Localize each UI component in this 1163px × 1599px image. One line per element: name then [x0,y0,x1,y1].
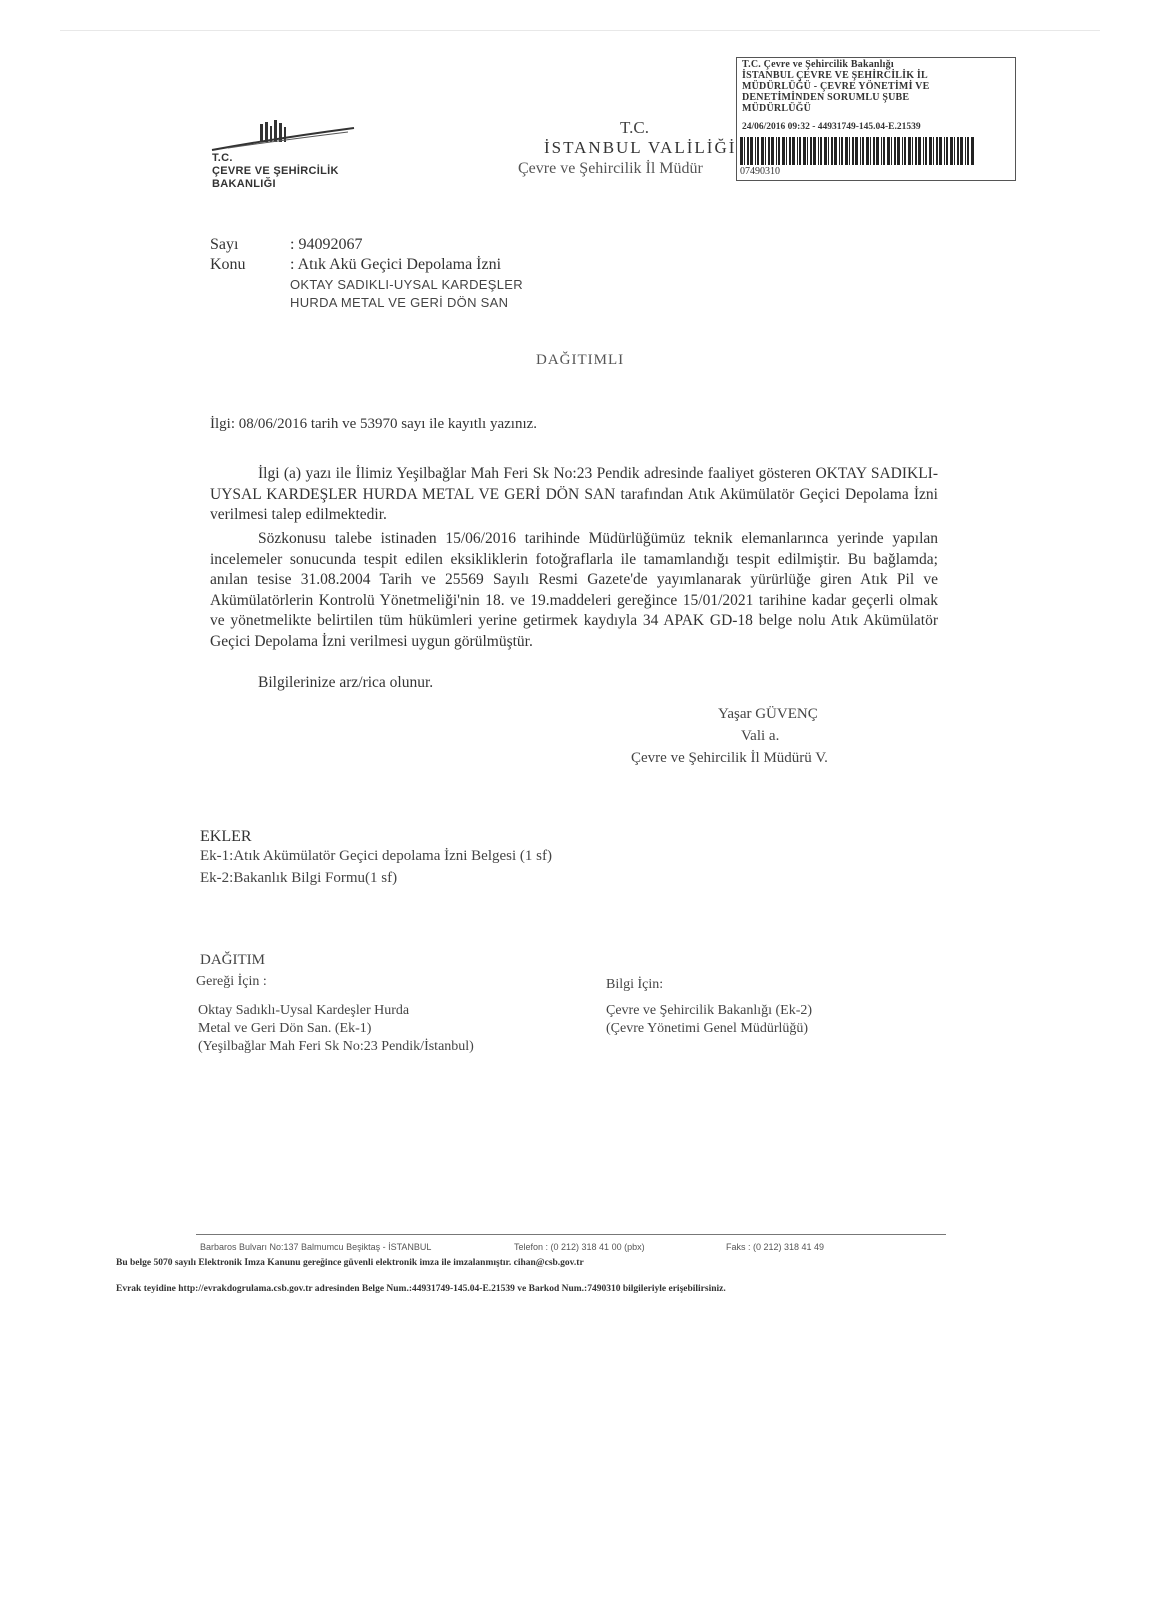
bilgi-line: Çevre ve Şehircilik Bakanlığı (Ek-2) [606,1003,813,1018]
bilgi-line: (Çevre Yönetimi Genel Müdürlüğü) [606,1021,809,1036]
barcode-bar [807,137,808,165]
footer-telefon: Telefon : (0 212) 318 41 00 (pbx) [514,1242,645,1252]
sayi-label: Sayı [210,236,239,253]
ministry-logo-icon [208,118,358,154]
barcode-bar [936,137,938,165]
barcode-bar [849,137,850,165]
barcode-bar [954,137,955,165]
barcode-bar [960,137,963,165]
barcode-bar [946,137,948,165]
barcode-bar [831,137,833,165]
konu-value: : Atık Akü Geçici Depolama İzni [290,256,502,273]
barcode-bar [776,137,777,165]
stamp-line: MÜDÜRLÜĞÜ [742,103,812,114]
barcode-bar [761,137,764,165]
footer-e-signature-note: Bu belge 5070 sayılı Elektronik İmza Kanunu gereğince güvenli elektronik imza ile imzalanmıştır. cihan@csb.gov.tr [116,1258,584,1268]
barcode-bar [768,137,770,165]
barcode-bar [883,137,885,165]
barcode-bar [923,137,924,165]
barcode-bar [908,137,911,165]
barcode-bar [904,137,906,165]
barcode-bar [813,137,816,165]
barcode-bar [939,137,942,165]
konu-label: Konu [210,256,246,273]
barcode-bar [915,137,917,165]
barcode-bar [820,137,822,165]
barcode-number: 07490310 [740,166,780,177]
stamp-number: 24/06/2016 09:32 - 44931749-145.04-E.21539 [742,122,921,132]
subject-line: HURDA METAL VE GERİ DÖN SAN [290,295,509,310]
ekler-heading: EKLER [200,828,252,845]
barcode-bar [765,137,766,165]
barcode-bar [750,137,753,165]
body-paragraph-2: Sözkonusu talebe istinaden 15/06/2016 tarihinde Müdürlüğümüz teknik elemanlarınca yerinde yapılan incelemeler sonucunda tespit edilen eksikliklerin fotoğraflarla ile tamamlandığı tespit edilmiştir. Bu bağlamda; anılan tesise 31.08.2004 Tarih ve 25569 Sayılı Resmi Gazete'de yayımlanarak yürürlüğe giren Atık Pil ve Akümülatörlerin Kontrolü Yönetmeliği'nin 18. ve 19.maddeleri gereğince 15/01/2021 tarihine kadar geçerli olmak ve yönetmelikte belirtilen tüm hükümleri yerine getirmek kaydıyla 34 APAK GD-18 belge nolu Atık Akümülatör Geçici Depolama İzni verilmesi uygun görülmüştür. [210,530,938,650]
ek-item-1: Ek-1:Atık Akümülatör Geçici depolama İzni Belgesi (1 sf) [200,848,552,864]
barcode-bar [862,137,864,165]
barcode-bar [797,137,798,165]
barcode-bar [839,137,840,165]
signatory-title-1: Vali a. [741,728,780,744]
ministry-logo-text [212,152,339,191]
footer-divider [196,1234,946,1235]
signatory-title-2: Çevre ve Şehircilik İl Müdürü V. [631,750,828,766]
logo-line: T.C. [212,152,233,164]
barcode-bar [818,137,819,165]
bilgi-heading: Bilgi İçin: [606,977,664,992]
barcode-bar [860,137,861,165]
barcode-bar [786,137,787,165]
barcode-bar [789,137,791,165]
dagitim-heading: DAĞITIM [200,952,265,968]
ek-item-2: Ek-2:Bakanlık Bilgi Formu(1 sf) [200,870,398,886]
barcode-bar [845,137,848,165]
barcode-bar [744,137,745,165]
barcode-bar [866,137,869,165]
barcode-bar [925,137,927,165]
barcode-bar [870,137,871,165]
body-paragraph-closing: Bilgilerinize arz/rica olunur. [258,674,434,691]
header-tc: T.C. [620,118,649,137]
subject-line: OKTAY SADIKLI-UYSAL KARDEŞLER [290,277,523,292]
barcode-bar [841,137,843,165]
barcode-bar [918,137,921,165]
stamp-line: İSTANBUL ÇEVRE VE ŞEHİRCİLİK İL [742,70,928,81]
barcode-bar [965,137,966,165]
barcode-bar [747,137,749,165]
barcode-bar [891,137,892,165]
geregi-line: (Yeşilbağlar Mah Feri Sk No:23 Pendik/İstanbul) [198,1039,474,1054]
barcode-bar [824,137,827,165]
barcode-bar [852,137,854,165]
barcode-bar [757,137,759,165]
barcode-bar [755,137,756,165]
barcode-bar [873,137,875,165]
barcode-bar [799,137,801,165]
barcode-bar [740,137,743,165]
stamp-line: T.C. Çevre ve Şehircilik Bakanlığı [742,59,894,70]
barcode-bar [828,137,829,165]
footer-verification-note: Evrak teyidine http://evrakdogrulama.csb.gov.tr adresinden Belge Num.:44931749-145.04-E.21539 ve Barkod Num.:7490310 bilgileriyle erişebilirsiniz. [116,1284,726,1294]
barcode-bar [897,137,900,165]
footer-address: Barbaros Bulvarı No:137 Balmumcu Beşiktaş - İSTANBUL [200,1242,432,1252]
barcode-bar [902,137,903,165]
barcode-bar [957,137,959,165]
barcode-bar [778,137,780,165]
logo-line: BAKANLIĞI [212,178,276,190]
barcode-bar [771,137,774,165]
header-mudurluk: Çevre ve Şehircilik İl Müdür [518,160,703,177]
barcode-bar [810,137,812,165]
barcode-bar [834,137,837,165]
barcode-bar [950,137,953,165]
stamp-line: DENETİMİNDEN SORUMLU ŞUBE [742,92,910,103]
header-valilik: İSTANBUL VALİLİĞİ [544,138,737,157]
barcode-bar [855,137,858,165]
dagitimli-heading: DAĞITIMLI [536,352,625,368]
barcode-bar [894,137,896,165]
logo-line: ÇEVRE VE ŞEHİRCİLİK [212,165,339,177]
body-paragraph-1: İlgi (a) yazı ile İlimiz Yeşilbağlar Mah Feri Sk No:23 Pendik adresinde faaliyet gösteren OKTAY SADIKLI-UYSAL KARDEŞLER HURDA METAL VE GERİ DÖN SAN tarafından Atık Akümülatör Geçici Depolama İzni verilmesi talep edilmektedir. [210,465,938,523]
geregi-line: Oktay Sadıklı-Uysal Kardeşler Hurda [198,1003,410,1018]
barcode-bar [944,137,945,165]
footer-faks: Faks : (0 212) 318 41 49 [726,1242,825,1252]
barcode-bar [782,137,785,165]
sayi-value: : 94092067 [290,236,363,253]
geregi-line: Metal ve Geri Dön San. (Ek-1) [198,1021,372,1036]
barcode-icon [738,137,976,165]
barcode-bar [881,137,882,165]
stamp-line: MÜDÜRLÜĞÜ - ÇEVRE YÖNETİMİ VE [742,81,930,92]
barcode-bar [887,137,890,165]
barcode-bar [933,137,934,165]
barcode-bar [803,137,806,165]
barcode-bar [876,137,879,165]
ilgi-reference: İlgi: 08/06/2016 tarih ve 53970 sayı ile kayıtlı yazınız. [210,416,538,432]
barcode-bar [971,137,974,165]
signatory-name: Yaşar GÜVENÇ [718,706,818,722]
barcode-bar [912,137,913,165]
subject-company [290,276,523,312]
scan-artifact-line [60,30,1100,31]
stamp-text [742,59,1012,114]
barcode-bar [967,137,969,165]
barcode-bar [792,137,795,165]
geregi-heading: Gereği İçin : [196,974,267,989]
barcode-bar [929,137,932,165]
